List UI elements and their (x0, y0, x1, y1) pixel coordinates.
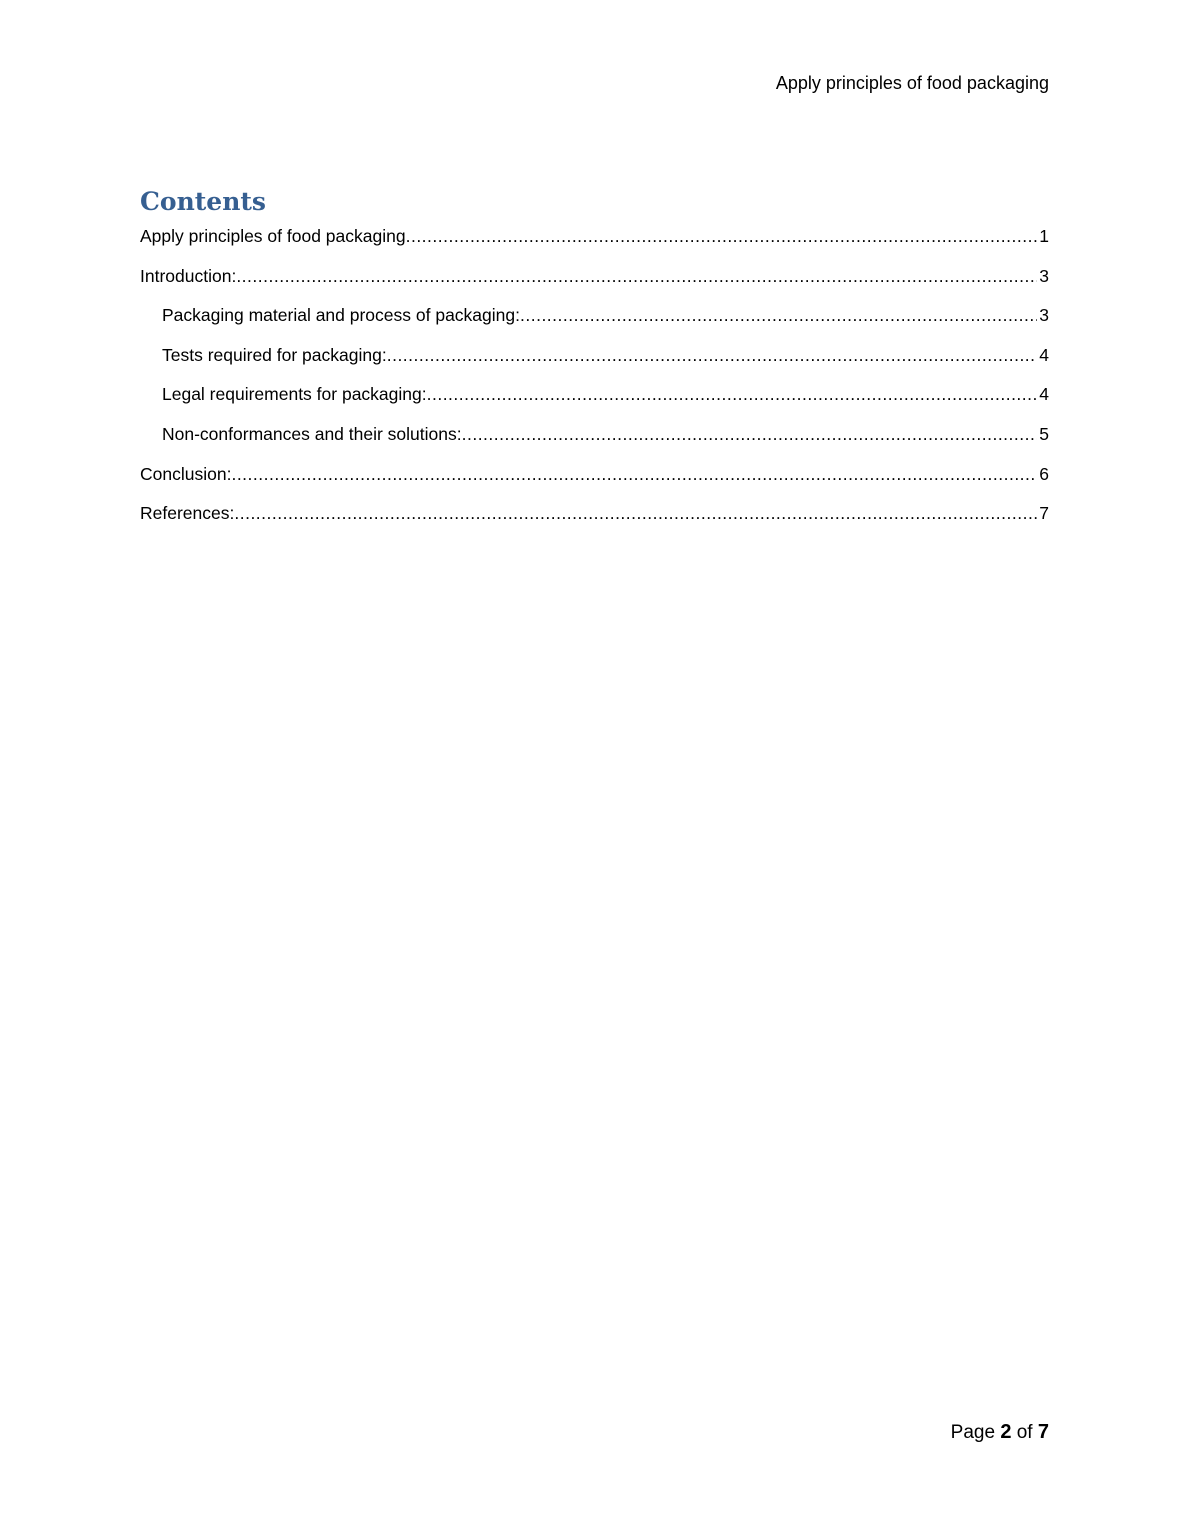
toc-dot-leader (234, 500, 1037, 526)
toc-dot-leader (406, 223, 1038, 249)
toc-heading: Contents (140, 187, 267, 216)
current-page-number: 2 (1000, 1421, 1012, 1443)
toc-entry-page: 7 (1039, 503, 1049, 524)
toc-entry-page: 4 (1039, 344, 1049, 365)
page-label: Page (950, 1422, 996, 1443)
toc-entry-introduction[interactable] (140, 263, 1049, 289)
toc-dot-leader (236, 263, 1037, 289)
toc-entry-packaging-material[interactable] (140, 302, 1049, 328)
toc-entry-page: 1 (1039, 226, 1049, 246)
toc-entry-non-conformances[interactable] (140, 421, 1049, 447)
running-header: Apply principles of food packaging (775, 73, 1049, 93)
of-label: of (1016, 1422, 1033, 1443)
toc-entry-title: References: (140, 503, 235, 524)
toc-entry-title: Non-conformances and their solutions: (162, 423, 462, 444)
toc-entry-title: Introduction: (140, 265, 237, 286)
toc-entry-page: 4 (1039, 384, 1049, 405)
toc-entry-title: Legal requirements for packaging: (162, 384, 427, 405)
toc-dot-leader (387, 342, 1038, 368)
toc-entry-title: Conclusion: (140, 463, 232, 484)
toc-dot-leader (520, 302, 1037, 328)
toc-dot-leader (462, 421, 1038, 447)
toc-entry-legal-requirements[interactable] (140, 381, 1049, 407)
toc-entry-page: 6 (1039, 463, 1049, 484)
toc-entry-title: Tests required for packaging: (162, 344, 387, 365)
page-number-footer (951, 1419, 1049, 1446)
toc-entry-page: 5 (1039, 423, 1049, 444)
total-pages-number: 7 (1037, 1421, 1049, 1443)
toc-entry-tests-required[interactable] (140, 342, 1049, 368)
toc-entry-title: Apply principles of food packaging (140, 226, 406, 246)
toc-entry-apply-principles[interactable] (140, 223, 1049, 249)
toc-dot-leader (231, 461, 1037, 487)
toc-dot-leader (427, 381, 1038, 407)
toc-entry-title: Packaging material and process of packaging: (162, 305, 520, 326)
toc-entry-conclusion[interactable] (140, 461, 1049, 487)
toc-entry-page: 3 (1039, 265, 1049, 286)
toc-entry-references[interactable] (140, 500, 1049, 526)
toc-entry-page: 3 (1039, 305, 1049, 326)
table-of-contents (140, 223, 1049, 540)
